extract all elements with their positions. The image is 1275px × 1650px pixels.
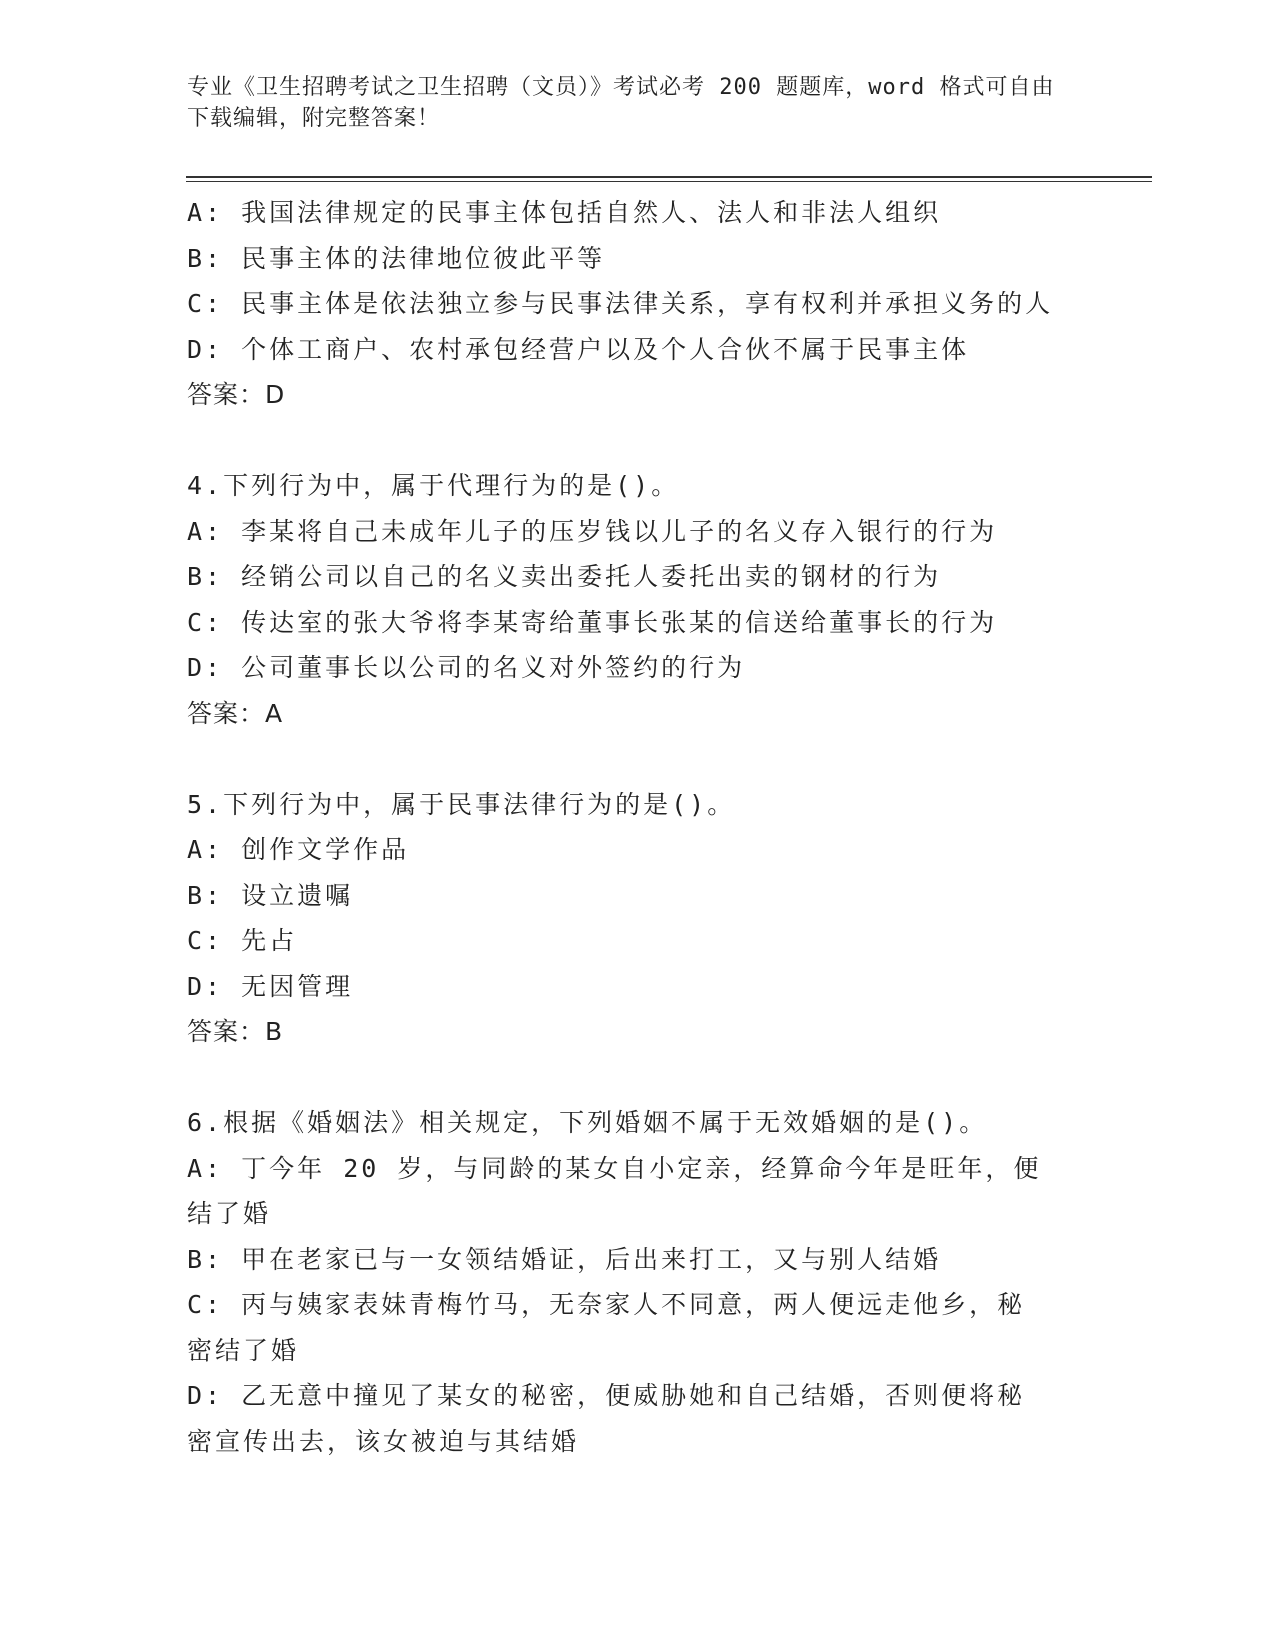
answer-line: 答案：B [187, 1017, 284, 1046]
spacer [187, 418, 1087, 464]
header-rule-thick [186, 176, 1152, 178]
answer-line: 答案：A [187, 698, 284, 728]
option-b: B: 民事主体的法律地位彼此平等 [187, 243, 606, 273]
spacer [187, 736, 1087, 782]
answer-line: 答案：D [187, 380, 286, 409]
option-d: D: 公司董事长以公司的名义对外签约的行为 [187, 653, 746, 682]
question-text: 4.下列行为中，属于代理行为的是()。 [187, 471, 680, 500]
option-d: D: 个体工商户、农村承包经营户以及个人合伙不属于民事主体 [187, 334, 970, 364]
option-d: D: 乙无意中撞见了某女的秘密，便威胁她和自己结婚，否则便将秘密宣传出去，该女被迫与其结婚 [187, 1381, 1026, 1456]
option-a: A: 创作文学作品 [187, 835, 410, 864]
option-c: C: 丙与姨家表妹青梅竹马，无奈家人不同意，两人便远走他乡，秘密结了婚 [187, 1290, 1026, 1365]
question-4-block [187, 463, 1087, 736]
option-b: B: 设立遗嘱 [187, 880, 354, 910]
spacer [187, 1055, 1087, 1101]
option-a: A: 李某将自己未成年儿子的压岁钱以儿子的名义存入银行的行为 [187, 516, 998, 546]
question-list [187, 190, 1087, 1464]
option-a: A: 我国法律规定的民事主体包括自然人、法人和非法人组织 [187, 198, 942, 227]
option-c: C: 传达室的张大爷将李某寄给董事长张某的信送给董事长的行为 [187, 607, 998, 637]
option-c: C: 先占 [187, 926, 298, 955]
question-3-block [187, 190, 1087, 418]
question-text: 6.根据《婚姻法》相关规定，下列婚姻不属于无效婚姻的是()。 [187, 1108, 988, 1137]
option-b: B: 甲在老家已与一女领结婚证，后出来打工，又与别人结婚 [187, 1244, 942, 1274]
question-5-block [187, 782, 1087, 1055]
question-6-block [187, 1100, 1047, 1464]
option-a: A: 丁今年 20 岁，与同龄的某女自小定亲，经算命今年是旺年，便结了婚 [187, 1153, 1042, 1228]
header-rule-thin [186, 181, 1152, 182]
option-d: D: 无因管理 [187, 971, 354, 1001]
question-text: 5.下列行为中，属于民事法律行为的是()。 [187, 789, 736, 819]
option-c: C: 民事主体是依法独立参与民事法律关系，享有权利并承担义务的人 [187, 289, 1054, 318]
option-b: B: 经销公司以自己的名义卖出委托人委托出卖的钢材的行为 [187, 562, 942, 591]
document-header: 专业《卫生招聘考试之卫生招聘（文员）》考试必考 200 题题库，word 格式可自由下载编辑，附完整答案！ [187, 75, 1055, 131]
